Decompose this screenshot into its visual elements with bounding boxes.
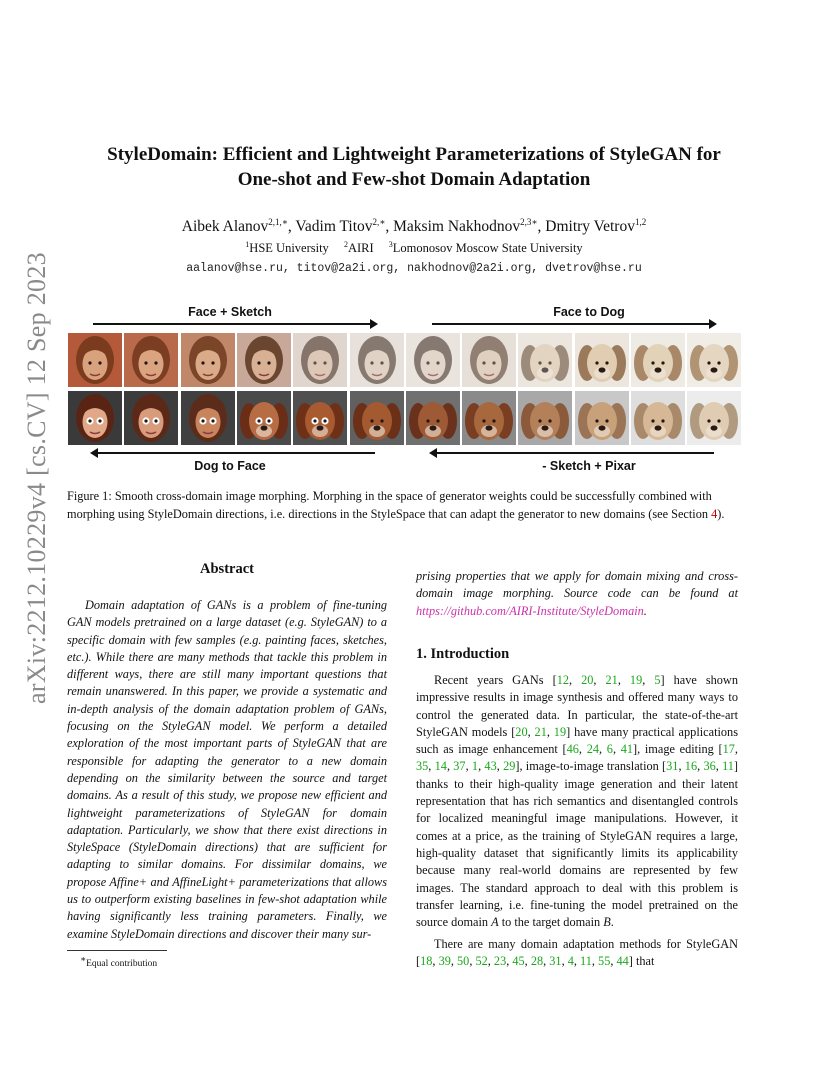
top-row-morph-image xyxy=(687,333,741,387)
citation-link[interactable]: 29 xyxy=(503,759,516,774)
top-row-morph-image xyxy=(293,333,347,387)
source-code-link[interactable]: https://github.com/AIRI-Institute/StyleDomain xyxy=(416,603,644,618)
arrow-right-top-right xyxy=(432,323,715,325)
citation-link[interactable]: 1 xyxy=(471,759,479,774)
top-row-morph-image xyxy=(68,333,122,387)
citation-link[interactable]: 20 xyxy=(581,673,594,687)
figure-caption xyxy=(67,488,739,523)
bottom-row-morph-image xyxy=(462,391,516,445)
bottom-row-morph-image xyxy=(237,391,291,445)
top-row-morph-image xyxy=(124,333,178,387)
citation-link[interactable]: 37 xyxy=(453,759,466,774)
affiliations xyxy=(60,240,768,256)
caption-text: Figure 1: Smooth cross-domain image morphing. Morphing in the space of generator weights could be successfully combined with morphing using StyleDomain directions, i.e. directions in the StyleSpace that can adapt the generator to new domains (see Section xyxy=(67,489,712,521)
top-row-morph-image xyxy=(518,333,572,387)
citation-link[interactable]: 11 xyxy=(580,954,592,969)
author-affiliation-sup: 1,2 xyxy=(634,217,647,227)
citation-link[interactable]: 12 xyxy=(556,673,569,687)
author-name: Vadim Titov xyxy=(295,218,373,236)
affiliation-sup: 1 xyxy=(245,240,250,249)
footnote-sup: ∗ xyxy=(80,954,87,964)
citation-link[interactable]: 43 xyxy=(484,759,497,774)
affiliation-name: AIRI xyxy=(347,241,374,256)
bottom-row-morph-image xyxy=(631,391,685,445)
citation-link[interactable]: 31 xyxy=(549,954,562,969)
citation-link[interactable]: 45 xyxy=(512,954,525,969)
citation-link[interactable]: 28 xyxy=(530,954,544,969)
abstract-continuation xyxy=(416,568,738,620)
citation-link[interactable]: 23 xyxy=(493,954,507,969)
citation-link[interactable]: 52 xyxy=(475,954,488,969)
figure-label-top-right: Face to Dog xyxy=(553,305,625,319)
affiliation-name: HSE University xyxy=(249,241,329,256)
citation-link[interactable]: 19 xyxy=(553,724,567,739)
arxiv-stamp: arXiv:2212.10229v4 [cs.CV] 12 Sep 2023 xyxy=(22,252,51,704)
citation-link[interactable]: 35 xyxy=(416,759,429,774)
abstract-body: Domain adaptation of GANs is a problem of fine-tuning GAN models pretrained on a large dataset (e.g. StyleGAN) to a specific domain with few samples (e.g. painting faces, sketches, etc.). While there are many methods that tackle this problem in different ways, there are still many important questions that remain unanswered. In this paper, we provide a systematic and in-depth analysis of the domain adaptation problem of GANs, focusing on the StyleGAN model. We perform a detailed exploration of the most important parts of StyleGAN that are responsible for adapting the generator to a new domain depending on the similarity between the source and target domains. As a result of this study, we propose new efficient and lightweight parameterizations of StyleGAN for domain adaptation. Particularly, we show that there exist directions in StyleSpace (StyleDomain directions) that are sufficient for adapting to similar domains. For dissimilar domains, we propose Affine+ and AffineLight+ parameterizations that allows us to outperform existing baselines in few-shot adaptation while having significantly less training parameters. Finally, we examine StyleDomain directions and discover their many sur- xyxy=(67,598,387,941)
top-row-morph-image xyxy=(631,333,685,387)
citation-link[interactable]: 21 xyxy=(534,724,547,739)
citation-link[interactable]: 19 xyxy=(629,673,643,687)
citation-link[interactable]: 18 xyxy=(420,954,433,969)
arrow-right-top-left xyxy=(93,323,376,325)
top-row-morph-image xyxy=(181,333,235,387)
introduction-heading: 1. Introduction xyxy=(416,646,510,662)
bottom-row-morph-image xyxy=(124,391,178,445)
citation-link[interactable]: 5 xyxy=(654,673,661,687)
citation-link[interactable]: 20 xyxy=(515,724,528,739)
footnote xyxy=(80,954,157,969)
citation-link[interactable]: 6 xyxy=(606,742,613,757)
author-affiliation-sup: 2,∗ xyxy=(372,217,386,227)
citation-link[interactable]: 4 xyxy=(567,954,574,969)
citation-link[interactable]: 50 xyxy=(457,954,470,969)
citation-link[interactable]: 46 xyxy=(566,742,579,757)
affiliation-name: Lomonosov Moscow State University xyxy=(392,241,583,256)
top-row-morph-image xyxy=(575,333,629,387)
author-name: Aibek Alanov xyxy=(181,218,269,236)
figure-label-bottom-left: Dog to Face xyxy=(194,459,266,473)
section-ref-link[interactable]: 4 xyxy=(711,506,718,521)
figure-label-top-left: Face + Sketch xyxy=(188,305,272,319)
citation-link[interactable]: 36 xyxy=(703,759,716,774)
title-line-2: One-shot and Few-shot Domain Adaptation xyxy=(237,169,591,190)
citation-link[interactable]: 55 xyxy=(598,954,611,969)
author-affiliation-sup: 2,3∗ xyxy=(520,217,538,227)
citation-link[interactable]: 24 xyxy=(586,742,599,757)
bottom-row-morph-image xyxy=(293,391,347,445)
introduction-paragraph-1: Recent years GANs [12, 20, 21, 19, 5] have shown impressive results in image synthesis and offered many ways to control the generated data. In particular, the state-of-the-art StyleGAN models [20, 21, 19] have many practical applications such as image enhancement [46, 24, 6, 41], image editing [17, 35, 14, 37, 1, 43, 29], image-to-image translation [31, 16, 36, 11] thanks to their high-quality image generation and their latent representation that has rich semantics and disentangled controls for localized meaningful image manipulations. However, it comes at a price, as the training of StyleGAN requires a large, high-quality dataset that significantly limits its applicability because many real-world domains are represented by few images. The standard approach to deal with this problem is transfer learning, i.e. fine-tuning the model pretrained on the source domain A to the target domain B. xyxy=(416,673,739,930)
top-row-morph-image xyxy=(462,333,516,387)
citation-link[interactable]: 16 xyxy=(684,759,698,774)
citation-link[interactable]: 17 xyxy=(722,742,735,757)
bottom-row-morph-image xyxy=(350,391,404,445)
author-emails: aalanov@hse.ru, titov@2a2i.org, nakhodnov@2a2i.org, dvetrov@hse.ru xyxy=(186,262,642,275)
top-row-morph-image xyxy=(237,333,291,387)
citation-link[interactable]: 14 xyxy=(434,759,447,774)
bottom-row-morph-image xyxy=(687,391,741,445)
bottom-row-morph-image xyxy=(575,391,629,445)
citation-link[interactable]: 41 xyxy=(620,742,634,757)
citation-link[interactable]: 31 xyxy=(666,759,679,774)
citation-link[interactable]: 44 xyxy=(616,954,629,969)
affiliation-sup: 2 xyxy=(343,240,348,249)
abstract-continuation-end: . xyxy=(643,603,647,618)
footnote-rule xyxy=(67,950,167,951)
paper-title xyxy=(60,142,768,192)
author-affiliation-sup: 2,1,∗ xyxy=(268,217,288,227)
figure-label-bottom-right: - Sketch + Pixar xyxy=(542,459,636,473)
caption-text-end: ). xyxy=(717,506,725,521)
author-list: Aibek Alanov$^{2,1,∗}$, Vadim Titov$^{2,∗}$, Maksim Nakhodnov$^{2,3∗}$, Dmitry Vetrov$^{1,2}$ xyxy=(181,217,647,236)
arrow-left-bottom-left xyxy=(92,452,375,454)
citation-link[interactable]: 21 xyxy=(605,673,618,687)
citation-link[interactable]: 39 xyxy=(438,954,451,969)
top-row-morph-image xyxy=(406,333,460,387)
title-line-1: StyleDomain: Efficient and Lightweight Parameterizations of StyleGAN for xyxy=(107,144,721,165)
introduction-paragraph-2: There are many domain adaptation methods for StyleGAN [18, 39, 50, 52, 23, 45, 28, 31, 4, 11, 55, 44] that xyxy=(416,937,738,969)
abstract-heading: Abstract xyxy=(200,561,254,577)
arrow-left-bottom-right xyxy=(431,452,714,454)
author-name: Dmitry Vetrov xyxy=(545,218,635,236)
bottom-row-morph-image xyxy=(406,391,460,445)
author-name: Maksim Nakhodnov xyxy=(393,218,521,236)
citation-link[interactable]: 11 xyxy=(722,759,734,774)
affiliation-sup: 3 xyxy=(388,240,393,249)
abstract-continuation-text: prising properties that we apply for domain mixing and cross-domain image morphing. Source code can be found at xyxy=(416,569,738,601)
bottom-row-morph-image xyxy=(181,391,235,445)
bottom-row-morph-image xyxy=(518,391,572,445)
top-row-morph-image xyxy=(350,333,404,387)
footnote-text: Equal contribution xyxy=(86,959,158,970)
bottom-row-morph-image xyxy=(68,391,122,445)
